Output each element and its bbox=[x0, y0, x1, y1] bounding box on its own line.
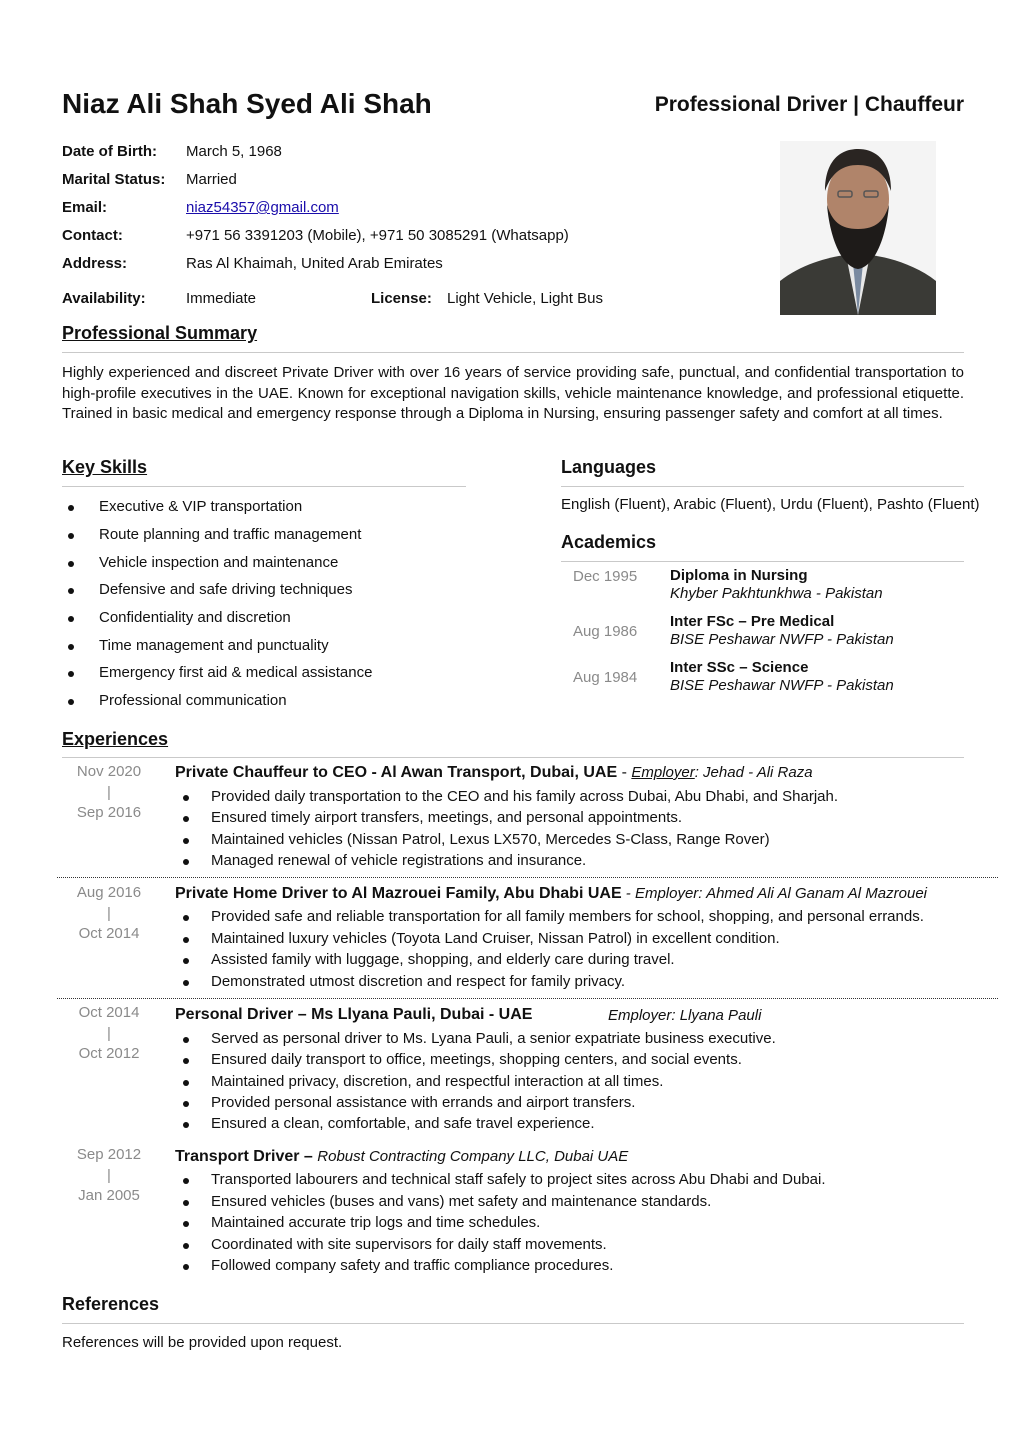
academics-title: Academics bbox=[561, 532, 657, 552]
dob-value: March 5, 1968 bbox=[186, 143, 282, 160]
summary-text: Highly experienced and discreet Private Driver with over 16 years of service providing safe, punctual, and confidential transportation to high-profile executives in the UAE. Known for exceptional navigation skills, vehicle maintenance knowledge, and professional etiquette. Trained in basic medical and emergency response through a Diploma in Nursing, ensuring passenger safety and comfort at all times. bbox=[62, 364, 964, 422]
availability-label: Availability: bbox=[62, 290, 146, 307]
languages-title: Languages bbox=[561, 457, 657, 477]
email-label: Email: bbox=[62, 199, 108, 216]
academic-title: Inter FSc – Pre Medical bbox=[670, 613, 835, 630]
profile-photo bbox=[780, 141, 936, 315]
references-divider bbox=[62, 1323, 964, 1324]
job-separator bbox=[57, 998, 998, 999]
job-role-title: Professional Driver | Chauffeur bbox=[654, 93, 964, 116]
languages-divider bbox=[561, 486, 964, 487]
job-separator bbox=[57, 877, 998, 878]
academic-title: Diploma in Nursing bbox=[670, 567, 808, 584]
candidate-name: Niaz Ali Shah Syed Ali Shah bbox=[62, 88, 432, 119]
job-dates: Nov 2020 | Sep 2016 bbox=[76, 763, 142, 822]
job-dates: Oct 2014 | Oct 2012 bbox=[78, 1004, 140, 1063]
skills-divider bbox=[62, 486, 466, 487]
contact-label: Contact: bbox=[62, 227, 123, 244]
experiences-title: Experiences bbox=[62, 729, 169, 749]
contact-value: +971 56 3391203 (Mobile), +971 50 3085291 (Whatsapp) bbox=[186, 227, 569, 244]
academic-date: Aug 1984 bbox=[573, 669, 638, 686]
license-label: License: bbox=[371, 290, 432, 307]
experiences-divider bbox=[62, 757, 964, 758]
job-dates: Sep 2012 | Jan 2005 bbox=[76, 1146, 142, 1205]
academic-institution: BISE Peshawar NWFP - Pakistan bbox=[670, 677, 894, 694]
marital-label: Marital Status: bbox=[62, 171, 166, 188]
references-text: References will be provided upon request. bbox=[62, 1334, 343, 1351]
job-heading: Private Chauffeur to CEO - Al Awan Transport, Dubai, UAE - Employer: Jehad - Ali Raza bbox=[175, 764, 813, 781]
academic-title: Inter SSc – Science bbox=[670, 659, 809, 676]
job-heading: Personal Driver – Ms Llyana Pauli, Dubai - UAE bbox=[175, 1006, 533, 1023]
academic-date: Dec 1995 bbox=[573, 568, 638, 585]
license-value: Light Vehicle, Light Bus bbox=[447, 290, 603, 307]
summary-divider bbox=[62, 352, 964, 353]
job-heading: Transport Driver – Robust Contracting Company LLC, Dubai UAE bbox=[175, 1148, 629, 1165]
email-link[interactable]: niaz54357@gmail.com bbox=[186, 199, 339, 216]
job-dates: Aug 2016 | Oct 2014 bbox=[76, 884, 142, 943]
job-heading: Private Home Driver to Al Mazrouei Family, Abu Dhabi UAE - Employer: Ahmed Ali Al Ganam Al Mazrouei bbox=[175, 885, 927, 902]
address-value: Ras Al Khaimah, United Arab Emirates bbox=[186, 255, 443, 272]
address-label: Address: bbox=[62, 255, 128, 272]
languages-text: English (Fluent), Arabic (Fluent), Urdu (Fluent), Pashto (Fluent) bbox=[561, 496, 980, 513]
availability-value: Immediate bbox=[186, 290, 257, 307]
marital-value: Married bbox=[186, 171, 237, 188]
skills-title: Key Skills bbox=[62, 457, 148, 477]
dob-label: Date of Birth: bbox=[62, 143, 157, 160]
job-employer: Employer: Llyana Pauli bbox=[608, 1007, 762, 1024]
academic-institution: Khyber Pakhtunkhwa - Pakistan bbox=[670, 585, 883, 602]
academic-date: Aug 1986 bbox=[573, 623, 638, 640]
academics-divider bbox=[561, 561, 964, 562]
summary-title: Professional Summary bbox=[62, 323, 258, 343]
academic-institution: BISE Peshawar NWFP - Pakistan bbox=[670, 631, 894, 648]
references-title: References bbox=[62, 1294, 160, 1314]
